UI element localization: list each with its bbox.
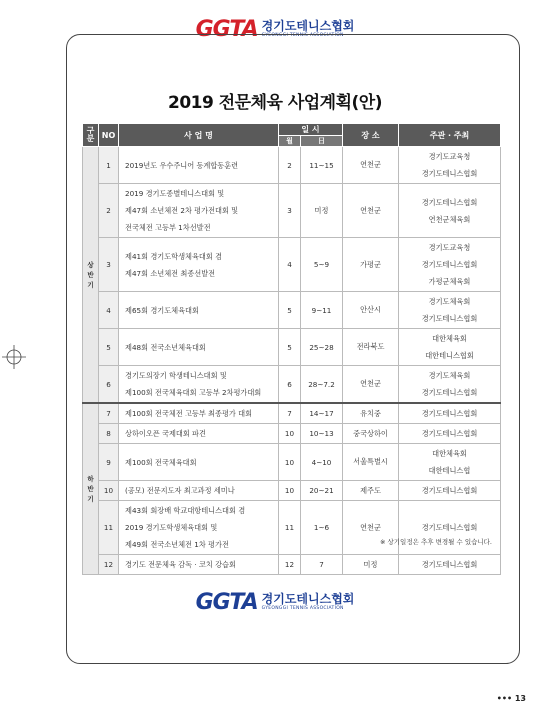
- cell-event-name: [119, 184, 279, 238]
- cell-month: 7: [279, 403, 301, 424]
- cell-organizer: [399, 424, 501, 444]
- event-name-line: 2019 경기도종별테니스대회 및: [125, 189, 225, 198]
- organizer-line: 경기도테니스협회: [421, 388, 478, 397]
- cell-organizer: [399, 184, 501, 238]
- cell-day: 9~11: [301, 292, 343, 329]
- page-title: 2019 전문체육 사업계획(안): [168, 93, 382, 113]
- organizer-line: 대한테니스협: [428, 466, 471, 475]
- cell-event-name: [119, 292, 279, 329]
- cell-event-name: [119, 444, 279, 481]
- cell-no: 1: [99, 147, 119, 184]
- header-no: NO: [99, 124, 119, 147]
- footer-logo-name-en: GYEONGGI TENNIS ASSOCIATION: [261, 606, 344, 612]
- cell-organizer: [399, 481, 501, 501]
- organizer-line: 경기도교육청: [428, 152, 471, 161]
- cell-organizer: [399, 501, 501, 555]
- cell-event-name: [119, 424, 279, 444]
- organizer-line: 경기도테니스협회: [421, 429, 478, 438]
- table-row: [83, 238, 501, 292]
- cell-month: 6: [279, 366, 301, 404]
- organizer-line: 대한체육회: [432, 334, 467, 343]
- cell-venue: 연천군: [343, 501, 399, 555]
- table-row: [83, 555, 501, 575]
- cell-day: 20~21: [301, 481, 343, 501]
- schedule-table: [82, 123, 501, 575]
- page-number: ••• 13: [496, 694, 526, 703]
- organizer-line: 경기도테니스협회: [421, 260, 478, 269]
- table-body: [83, 147, 501, 575]
- event-name-line: 제65회 경기도체육대회: [125, 305, 199, 315]
- organizer-line: 경기도테니스협회: [421, 169, 478, 178]
- event-name-line: 제47회 소년체전 최종선발전: [125, 268, 216, 278]
- table-row: [83, 424, 501, 444]
- cell-no: 5: [99, 329, 119, 366]
- cell-venue: 전라북도: [343, 329, 399, 366]
- cell-event-name: [119, 366, 279, 404]
- cell-venue: 안산시: [343, 292, 399, 329]
- organizer-line: 대한테니스협회: [425, 351, 474, 360]
- cell-event-name: [119, 403, 279, 424]
- table-row: [83, 292, 501, 329]
- header-venue: 장 소: [343, 124, 399, 147]
- header-day: 日: [301, 136, 343, 147]
- cell-no: 3: [99, 238, 119, 292]
- period-char: 반: [87, 485, 94, 493]
- cell-day: 1~6: [301, 501, 343, 555]
- cell-no: 12: [99, 555, 119, 575]
- cell-day: 14~17: [301, 403, 343, 424]
- logo-mark-text: GGTA: [195, 16, 258, 42]
- table-row: [83, 366, 501, 404]
- cell-event-name: [119, 481, 279, 501]
- cell-month: 4: [279, 238, 301, 292]
- event-name-line: 2019 경기도학생체육대회 및: [125, 523, 218, 532]
- cell-day: 11~15: [301, 147, 343, 184]
- organizer-line: 경기도교육청: [428, 243, 471, 252]
- table-row: [83, 147, 501, 184]
- cell-venue: 제주도: [343, 481, 399, 501]
- cell-organizer: [399, 366, 501, 404]
- organizer-line: 경기도테니스협회: [421, 197, 478, 207]
- cell-venue: 연천군: [343, 184, 399, 238]
- event-name-line: 경기도 전문체육 감독 · 코치 강습회: [125, 560, 236, 569]
- header-period: 구분: [83, 124, 99, 147]
- cell-organizer: [399, 444, 501, 481]
- cell-day: 4~10: [301, 444, 343, 481]
- organizer-line: 경기도체육회: [428, 371, 471, 380]
- cell-venue: 중국상하이: [343, 424, 399, 444]
- organizer-line: 경기도테니스협회: [421, 523, 478, 532]
- footer-logo-mark: [196, 590, 258, 615]
- table-row: [83, 501, 501, 555]
- cell-event-name: [119, 501, 279, 555]
- period-char: 반: [87, 270, 94, 279]
- event-name-line: 제47회 소년체전 2차 평가전대회 및: [125, 206, 239, 215]
- footer-logo: [0, 590, 550, 615]
- cell-organizer: [399, 238, 501, 292]
- event-name-line: 전국체전 고등부 1차선발전: [125, 223, 211, 232]
- cell-organizer: [399, 147, 501, 184]
- cell-month: 5: [279, 292, 301, 329]
- cell-no: 11: [99, 501, 119, 555]
- cell-no: 7: [99, 403, 119, 424]
- cell-month: 10: [279, 481, 301, 501]
- header-event: 사 업 명: [119, 124, 279, 147]
- event-name-line: 제49회 전국소년체전 1차 평가전: [125, 540, 229, 549]
- event-name-line: 상하이오픈 국제대회 파견: [125, 429, 206, 438]
- table-row: [83, 184, 501, 238]
- cell-no: 9: [99, 444, 119, 481]
- cell-day: 25~28: [301, 329, 343, 366]
- cell-day: 5~9: [301, 238, 343, 292]
- cell-day: 7: [301, 555, 343, 575]
- event-name-line: 경기도의장기 학생테니스대회 및: [125, 371, 227, 380]
- period-char: 기: [87, 495, 94, 503]
- event-name-line: 2019년도 우수주니어 동계합동훈련: [125, 160, 239, 170]
- cell-event-name: [119, 329, 279, 366]
- cell-event-name: [119, 555, 279, 575]
- cell-venue: 서울특별시: [343, 444, 399, 481]
- event-name-line: 제41회 경기도학생체육대회 겸: [125, 251, 223, 261]
- event-name-line: 제43회 회장배 학교대항테니스대회 겸: [125, 506, 246, 515]
- organizer-line: 경기도테니스협회: [421, 486, 478, 495]
- cell-venue: 미정: [343, 555, 399, 575]
- organizer-line: 연천군체육회: [428, 214, 471, 224]
- cell-organizer: [399, 555, 501, 575]
- cell-month: 10: [279, 444, 301, 481]
- cell-month: 2: [279, 147, 301, 184]
- organizer-line: 가평군체육회: [428, 277, 471, 286]
- cell-venue: 가평군: [343, 238, 399, 292]
- cell-no: 8: [99, 424, 119, 444]
- cell-event-name: [119, 238, 279, 292]
- period-char: 하: [87, 475, 94, 483]
- cell-organizer: [399, 403, 501, 424]
- footnote: ※ 상기일정은 추후 변경될 수 있습니다.: [379, 538, 492, 546]
- header-month: 월: [279, 136, 301, 147]
- cell-no: 10: [99, 481, 119, 501]
- cell-day: 10~13: [301, 424, 343, 444]
- organizer-line: 경기도체육회: [428, 297, 471, 306]
- organizer-line: 경기도테니스협회: [421, 560, 478, 569]
- organizer-line: 경기도테니스협회: [421, 409, 478, 418]
- event-name-line: 제48회 전국소년체육대회: [125, 342, 206, 352]
- second-half-label: [83, 403, 99, 575]
- event-name-line: 제100회 전국체전 고등부 최종평가 대회: [125, 409, 253, 418]
- table-row: [83, 444, 501, 481]
- cell-month: 3: [279, 184, 301, 238]
- period-char: 기: [87, 280, 94, 289]
- cell-day: 미정: [301, 184, 343, 238]
- cell-month: 10: [279, 424, 301, 444]
- cell-organizer: [399, 329, 501, 366]
- logo-name-ko: 경기도테니스협회: [261, 18, 355, 33]
- registration-mark-icon: [2, 345, 26, 369]
- footer-logo-mark-text: GGTA: [195, 590, 258, 615]
- event-name-line: 제100회 전국체육대회 고등부 2차평가대회: [125, 388, 262, 397]
- logo-name-en: GYEONGGI TENNIS ASSOCIATION: [261, 32, 344, 38]
- cell-no: 2: [99, 184, 119, 238]
- first-half-label: [83, 147, 99, 404]
- organizer-line: 대한체육회: [432, 449, 467, 458]
- cell-month: 5: [279, 329, 301, 366]
- table-row: [83, 329, 501, 366]
- footer-logo-name-ko: 경기도테니스협회: [261, 592, 355, 607]
- cell-event-name: [119, 147, 279, 184]
- cell-month: 11: [279, 501, 301, 555]
- organizer-line: 경기도테니스협회: [421, 314, 478, 323]
- cell-venue: 연천군: [343, 147, 399, 184]
- header-date: 일 시: [279, 124, 343, 136]
- table-row: [83, 403, 501, 424]
- event-name-line: (공모) 전문지도자 최고과정 세미나: [125, 486, 235, 495]
- cell-organizer: [399, 292, 501, 329]
- cell-venue: 유치중: [343, 403, 399, 424]
- cell-venue: 연천군: [343, 366, 399, 404]
- cell-day: 28~7.2: [301, 366, 343, 404]
- cell-no: 6: [99, 366, 119, 404]
- period-char: 상: [87, 260, 94, 269]
- cell-month: 12: [279, 555, 301, 575]
- cell-no: 4: [99, 292, 119, 329]
- header-organizer: 주관 · 주최: [399, 124, 501, 147]
- event-name-line: 제100회 전국체육대회: [125, 457, 197, 467]
- table-row: [83, 481, 501, 501]
